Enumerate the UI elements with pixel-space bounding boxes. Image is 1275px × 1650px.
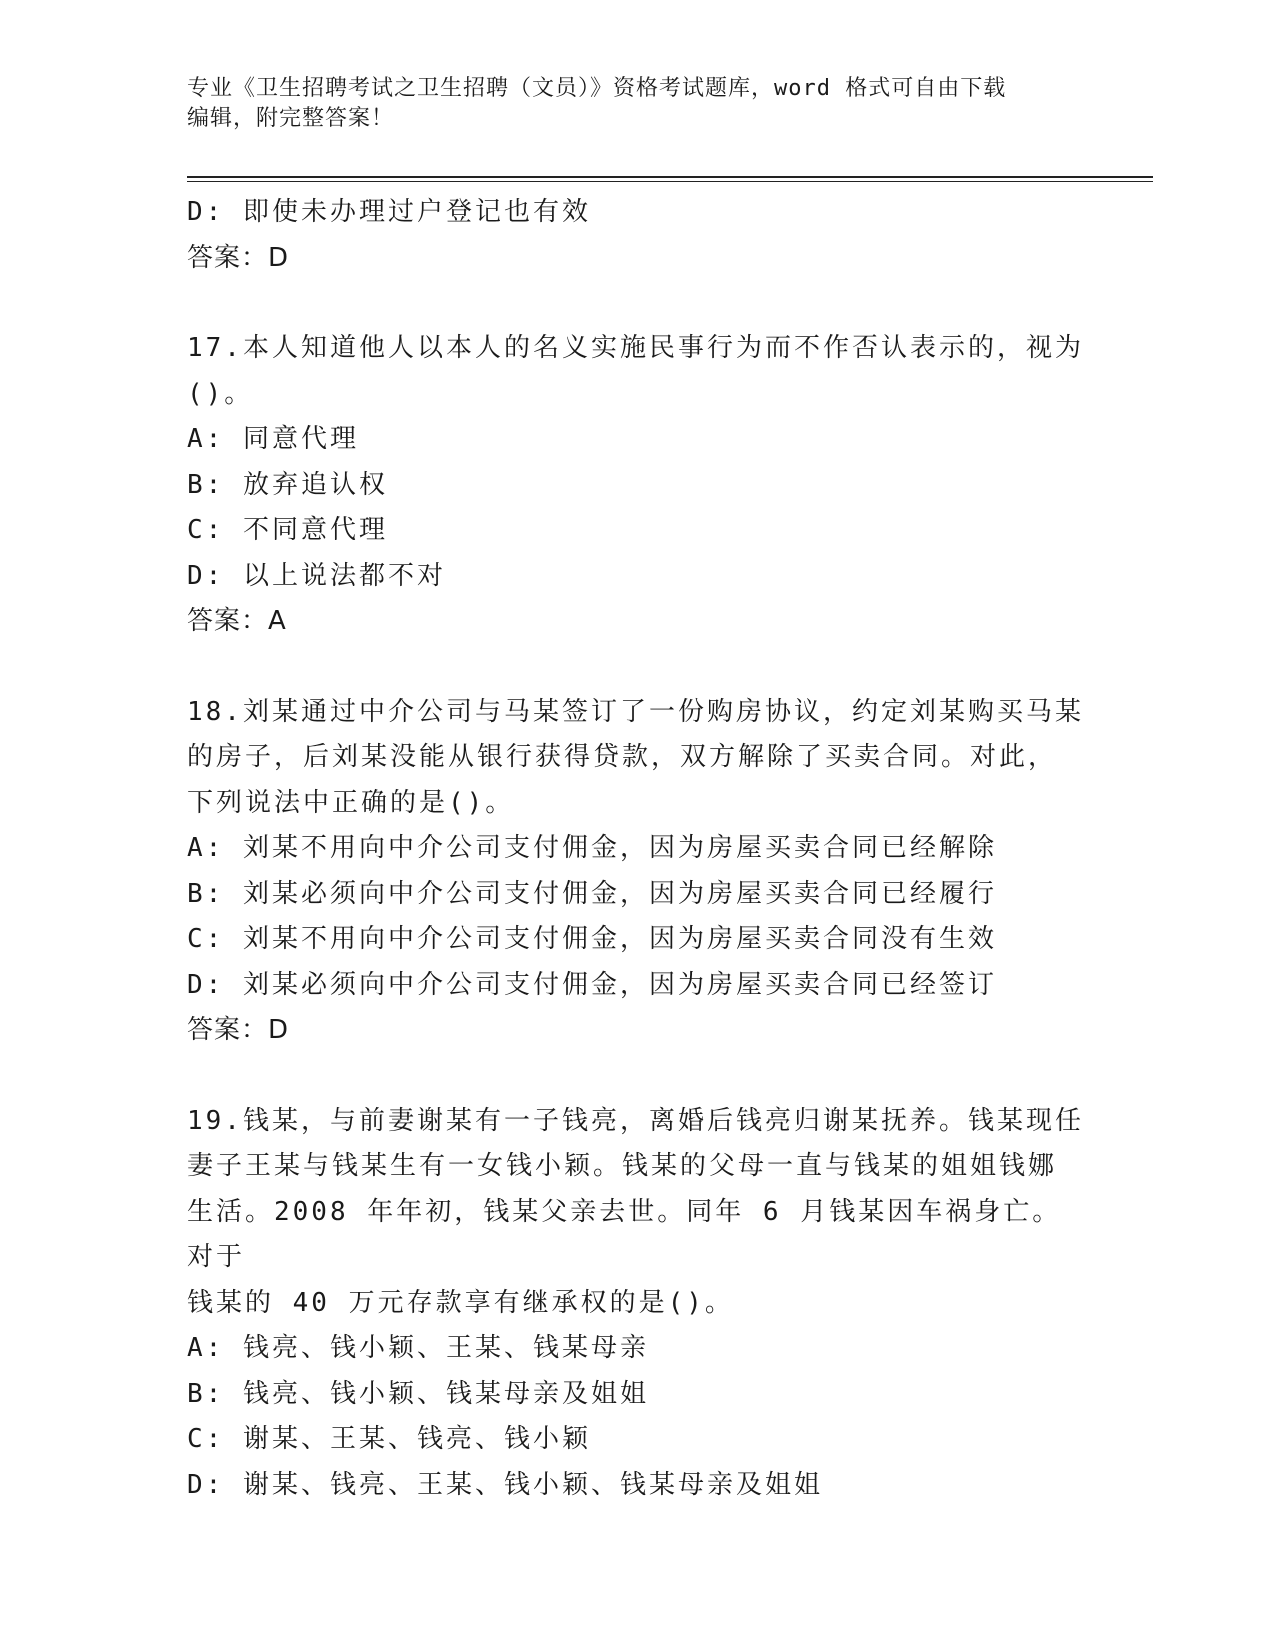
answer: 答案：D: [187, 242, 290, 273]
option-a: A: 刘某不用向中介公司支付佣金，因为房屋买卖合同已经解除: [187, 833, 997, 863]
option-b: B: 刘某必须向中介公司支付佣金，因为房屋买卖合同已经履行: [187, 878, 997, 909]
header-rule-thick: [187, 176, 1153, 178]
question-stem: 生活。2008 年年初，钱某父亲去世。同年 6 月钱某因车祸身亡。对于: [187, 1196, 1062, 1272]
spacer: [187, 645, 1087, 690]
question-stem: 18.刘某通过中介公司与马某签订了一份购房协议，约定刘某购买马某: [187, 696, 1084, 727]
question-content: [187, 190, 1087, 1508]
option-b: B: 钱亮、钱小颖、钱某母亲及姐姐: [187, 1378, 649, 1409]
question-stem: ()。: [187, 378, 254, 409]
option-d: D: 刘某必须向中介公司支付佣金，因为房屋买卖合同已经签订: [187, 969, 997, 1000]
option-d: D: 以上说法都不对: [187, 560, 446, 591]
spacer: [187, 1054, 1087, 1099]
header-line-1: 专业《卫生招聘考试之卫生招聘（文员）》资格考试题库，word 格式可自由下载: [187, 76, 1007, 101]
question-17: [187, 326, 1087, 645]
question-stem: 19.钱某，与前妻谢某有一子钱亮，离婚后钱亮归谢某抚养。钱某现任: [187, 1105, 1084, 1136]
option-a: A: 钱亮、钱小颖、王某、钱某母亲: [187, 1333, 649, 1363]
header-line-2: 编辑，附完整答案！: [187, 106, 395, 131]
header-rule-thin: [187, 181, 1153, 182]
answer: 答案：A: [187, 606, 287, 636]
question-stem: 下列说法中正确的是()。: [187, 787, 515, 818]
option-d: D: 谢某、钱亮、王某、钱小颖、钱某母亲及姐姐: [187, 1469, 823, 1500]
question-19: [187, 1099, 1087, 1509]
question-stem: 的房子，后刘某没能从银行获得贷款，双方解除了买卖合同。对此，: [187, 742, 1058, 772]
option-c: C: 谢某、王某、钱亮、钱小颖: [187, 1424, 591, 1454]
question-stem: 妻子王某与钱某生有一女钱小颖。钱某的父母一直与钱某的姐姐钱娜: [187, 1151, 1058, 1181]
option-c: C: 刘某不用向中介公司支付佣金，因为房屋买卖合同没有生效: [187, 924, 997, 954]
spacer: [187, 281, 1087, 326]
option-b: B: 放弃追认权: [187, 469, 388, 500]
option-c: C: 不同意代理: [187, 515, 388, 545]
answer: 答案：D: [187, 1015, 290, 1045]
page-header: [187, 74, 1067, 134]
question-16-tail: [187, 190, 1087, 281]
option-a: A: 同意代理: [187, 424, 359, 454]
question-18: [187, 690, 1087, 1054]
question-stem: 17.本人知道他人以本人的名义实施民事行为而不作否认表示的，视为: [187, 333, 1084, 363]
question-stem: 钱某的 40 万元存款享有继承权的是()。: [187, 1287, 734, 1318]
option-d: D: 即使未办理过户登记也有效: [187, 197, 591, 227]
